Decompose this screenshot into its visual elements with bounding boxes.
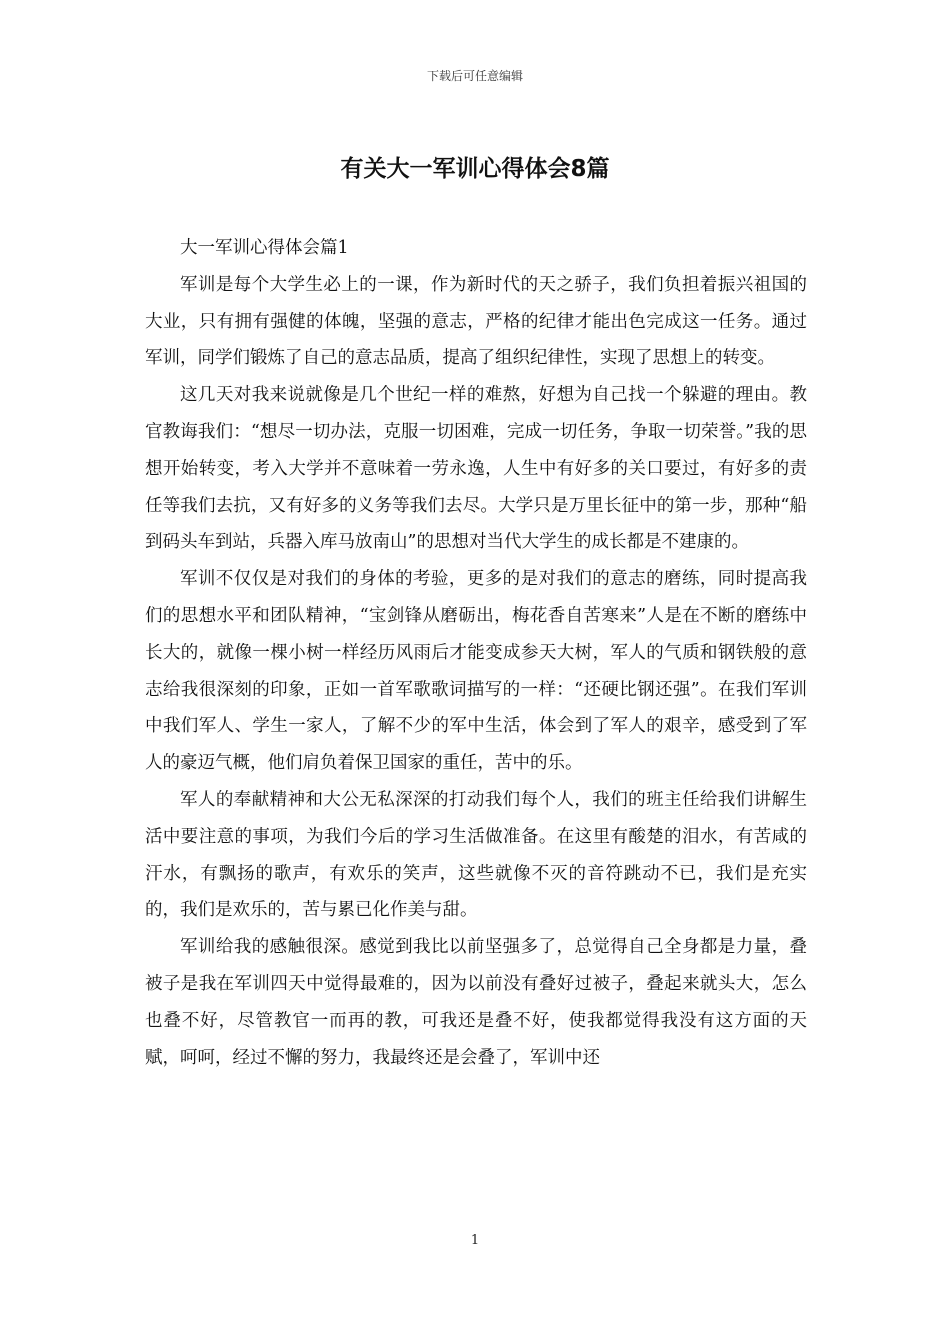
document-body xyxy=(145,230,807,1076)
paragraph: 军训不仅仅是对我们的身体的考验，更多的是对我们的意志的磨练，同时提高我们的思想水平和团队精神，“宝剑锋从磨砺出，梅花香自苦寒来”人是在不断的磨练中长大的，就像一棵小树一样经历风雨后才能变成参天大树，军人的气质和钢铁般的意志给我很深刻的印象，正如一首军歌歌词描写的一样：“还硬比钢还强”。在我们军训中我们军人、学生一家人，了解不少的军中生活，体会到了军人的艰辛，感受到了军人的豪迈气概，他们肩负着保卫国家的重任，苦中的乐。 xyxy=(145,569,807,774)
paragraph: 这几天对我来说就像是几个世纪一样的难熬，好想为自己找一个躲避的理由。教官教诲我们：“想尽一切办法，克服一切困难，完成一切任务，争取一切荣誉。”我的思想开始转变，考入大学并不意味着一劳永逸，人生中有好多的关口要过，有好多的责任等我们去抗，又有好多的义务等我们去尽。大学只是万里长征中的第一步，那种“船到码头车到站，兵器入库马放南山”的思想对当代大学生的成长都是不建康的。 xyxy=(145,385,807,553)
document-title: 有关大一军训心得体会8篇 xyxy=(340,156,610,182)
header-note: 下载后可任意编辑 xyxy=(426,69,523,83)
paragraph: 军训是每个大学生必上的一课，作为新时代的天之骄子，我们负担着振兴祖国的大业，只有拥有强健的体魄，坚强的意志，严格的纪律才能出色完成这一任务。通过军训，同学们锻炼了自己的意志品质，提高了组织纪律性，实现了思想上的转变。 xyxy=(145,274,807,369)
paragraph: 军人的奉献精神和大公无私深深的打动我们每个人，我们的班主任给我们讲解生活中要注意的事项，为我们今后的学习生活做准备。在这里有酸楚的泪水，有苦咸的汗水，有飘扬的歌声，有欢乐的笑声，这些就像不灭的音符跳动不已，我们是充实的，我们是欢乐的，苦与累已化作美与甜。 xyxy=(145,789,807,921)
page-number: 1 xyxy=(470,1233,480,1248)
paragraph: 军训给我的感触很深。感觉到我比以前坚强多了，总觉得自己全身都是力量，叠被子是我在军训四天中觉得最难的，因为以前没有叠好过被子，叠起来就头大，怎么也叠不好，尽管教官一而再的教，可我还是叠不好，使我都觉得我没有这方面的天赋，呵呵，经过不懈的努力，我最终还是会叠了，军训中还 xyxy=(145,937,807,1068)
section-heading: 大一军训心得体会篇1 xyxy=(180,238,349,258)
